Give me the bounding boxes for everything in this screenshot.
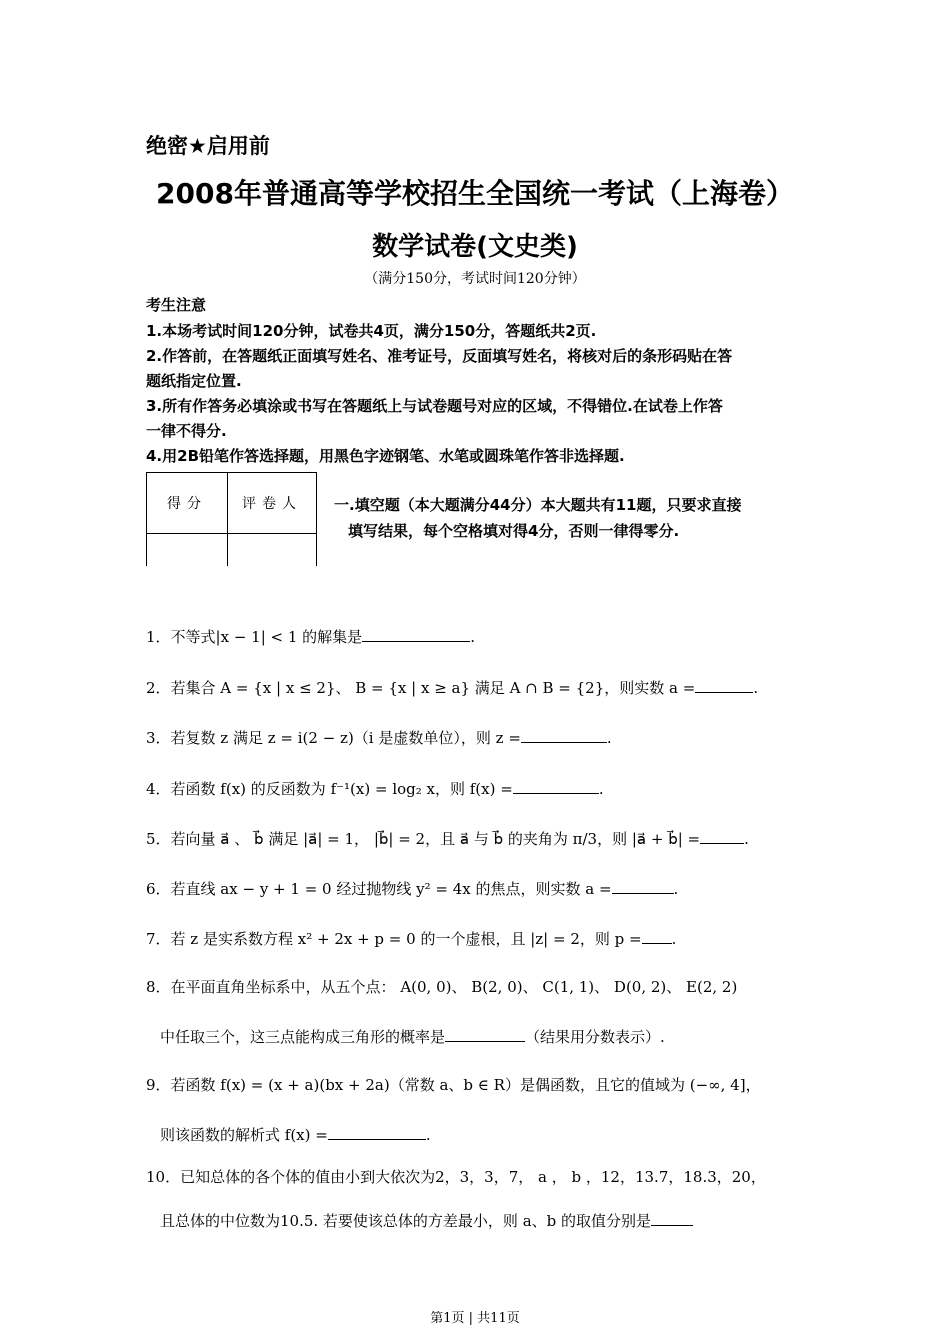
grader-cell — [228, 534, 317, 567]
question-3: 3．若复数 z 满足 z = i(2 − z)（i 是虚数单位），则 z = . — [146, 729, 612, 747]
section-instructions-line: 一.填空题（本大题满分44分）本大题共有11题，只要求直接 — [334, 496, 742, 514]
question-4: 4．若函数 f(x) 的反函数为 f⁻¹(x) = log₂ x，则 f(x) = . — [146, 780, 604, 798]
question-8: 8．在平面直角坐标系中，从五个点： A(0, 0)、 B(2, 0)、 C(1, 1)、 D(0, 2)、 E(2, 2) — [146, 978, 738, 996]
notice-item: 题纸指定位置. — [146, 372, 242, 390]
question-9-cont: 则该函数的解析式 f(x) = . — [160, 1126, 431, 1144]
notice-item: 2.作答前，在答题纸正面填写姓名、准考证号，反面填写姓名，将核对后的条形码贴在答 — [146, 347, 733, 365]
notice-item: 4.用2B铅笔作答选择题，用黑色字迹钢笔、水笔或圆珠笔作答非选择题. — [146, 447, 625, 465]
question-5: 5．若向量 a⃗ 、 b⃗ 满足 |a⃗| = 1， |b⃗| = 2，且 a⃗ 与 b⃗ 的夹角为 π/3，则 |a⃗ + b⃗| = . — [146, 830, 749, 848]
exam-subtitle: （满分150分，考试时间120分钟） — [364, 271, 586, 287]
question-9: 9．若函数 f(x) = (x + a)(bx + 2a)（常数 a、b ∈ R）是偶函数，且它的值域为 (−∞, 4]， — [146, 1076, 761, 1094]
score-cell — [147, 534, 228, 567]
question-2: 2．若集合 A = {x | x ≤ 2}、 B = {x | x ≥ a} 满足 A ∩ B = {2}，则实数 a = . — [146, 679, 759, 697]
question-1: 1．不等式|x − 1| < 1 的解集是 . — [146, 628, 475, 646]
page-footer: 第1页 | 共11页 — [430, 1311, 520, 1326]
question-7: 7．若 z 是实系数方程 x² + 2x + p = 0 的一个虚根，且 |z| = 2，则 p = . — [146, 930, 677, 948]
notice-heading: 考生注意 — [146, 296, 207, 314]
question-8-cont: 中任取三个，这三点能构成三角形的概率是 （结果用分数表示）. — [160, 1028, 665, 1046]
question-10-cont: 且总体的中位数为10.5. 若要使该总体的方差最小，则 a、b 的取值分别是 — [160, 1210, 693, 1231]
score-header: 得分 — [147, 473, 228, 534]
paper-title: 数学试卷(文史类) — [372, 232, 578, 262]
exam-title: 2008年普通高等学校招生全国统一考试（上海卷） — [156, 177, 794, 210]
notice-item: 一律不得分. — [146, 422, 227, 440]
section-instructions-line: 填写结果，每个空格填对得4分，否则一律得零分. — [348, 522, 680, 540]
notice-item: 1.本场考试时间120分钟，试卷共4页，满分150分，答题纸共2页. — [146, 322, 597, 340]
question-10: 10．已知总体的各个体的值由小到大依次为2，3，3，7， a ， b ，12，13.7，18.3，20， — [146, 1168, 766, 1186]
question-6: 6．若直线 ax − y + 1 = 0 经过抛物线 y² = 4x 的焦点，则实数 a = . — [146, 880, 679, 898]
notice-item: 3.所有作答务必填涂或书写在答题纸上与试卷题号对应的区域，不得错位.在试卷上作答 — [146, 397, 723, 415]
section-instructions — [334, 492, 741, 544]
confidential-label: 绝密★启用前 — [146, 134, 270, 158]
score-table — [146, 472, 317, 566]
grader-header: 评卷人 — [228, 473, 317, 534]
